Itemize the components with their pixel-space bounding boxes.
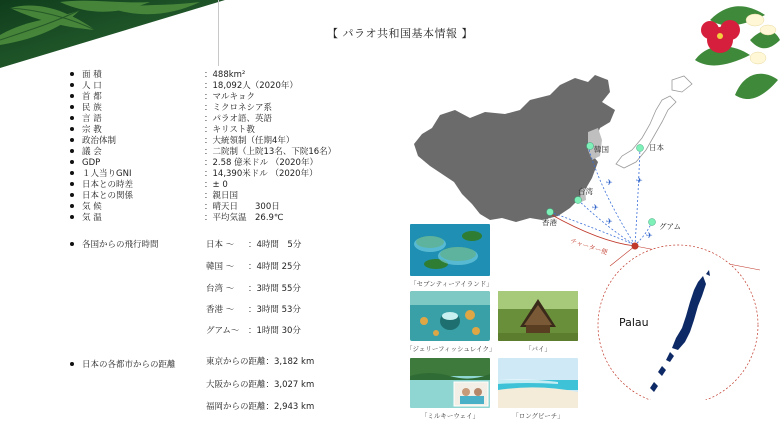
korea-dot: [587, 143, 594, 150]
leaf-decoration: [0, 0, 225, 70]
taiwan-dot: [575, 197, 582, 204]
bullet-icon: [70, 83, 74, 87]
info-row: 日本との時差 ：± 0: [70, 180, 82, 191]
airplane-icon: ✈: [606, 217, 613, 226]
label-japan: 日本: [649, 143, 664, 152]
flight-row: グアム～ ：1時間 30分: [206, 326, 301, 336]
airplane-icon: ✈: [606, 178, 613, 187]
info-row: 人 口 ：18,092人（2020年）: [70, 81, 82, 92]
bullet-icon: [70, 204, 74, 208]
distance-row: 東京からの距離：3,182 km: [206, 357, 315, 367]
page-title: 【 パラオ共和国基本情報 】: [327, 27, 473, 40]
photo-long-beach: [498, 358, 578, 408]
distance-row: 大阪からの距離：3,027 km: [206, 380, 315, 390]
japan-dot: [637, 145, 644, 152]
bullet-icon: [70, 193, 74, 197]
photo-caption: 「ミルキーウェイ」: [420, 412, 480, 420]
airplane-icon: ✈: [646, 231, 653, 240]
flight-row: 日本 ～ ：4時間 5分: [206, 240, 302, 250]
airplane-icon: ✈: [592, 203, 599, 212]
flight-heading: 各国からの飛行時間: [70, 240, 159, 251]
photo-seventy-islands: [410, 224, 490, 276]
info-row: １人当りGNI ：14,390米ドル （2020年）: [70, 169, 82, 180]
route-hongkong: [550, 212, 635, 245]
info-row: 面 積 ：488km²: [70, 70, 82, 81]
hongkong-dot: [547, 209, 554, 216]
flight-row: 韓国 ～ ：4時間 25分: [206, 262, 301, 272]
info-row: GDP ：2.58 億米ドル （2020年）: [70, 158, 82, 169]
label-charter: チャーター便: [569, 236, 609, 257]
photo-bai: [498, 291, 578, 341]
bullet-icon: [70, 215, 74, 219]
bullet-icon: [70, 72, 74, 76]
info-row: 言 語 ：パラオ語、英語: [70, 114, 82, 125]
bullet-icon: [70, 116, 74, 120]
label-hongkong: 香港: [542, 218, 557, 227]
bullet-icon: [70, 362, 74, 366]
label-guam: グアム: [659, 222, 681, 231]
info-row: 日本との関係 ：親日国: [70, 191, 82, 202]
photo-caption: 「バイ」: [525, 345, 551, 353]
divider-line: [218, 0, 219, 66]
japan-shape: [616, 96, 676, 168]
info-row: 首 都 ：マルキョク: [70, 92, 82, 103]
label-palau: Palau: [619, 316, 649, 329]
bullet-icon: [70, 160, 74, 164]
bullet-icon: [70, 182, 74, 186]
distance-heading: 日本の各都市からの距離: [70, 360, 176, 371]
info-row: 民 族 ：ミクロネシア系: [70, 103, 82, 114]
info-row: 気 候 ：晴天日 300日: [70, 202, 82, 213]
bullet-icon: [70, 105, 74, 109]
flight-row: 台湾 ～ ：3時間 55分: [206, 284, 301, 294]
photo-milky-way: [410, 358, 490, 408]
label-taiwan: 台湾: [578, 187, 593, 196]
info-row: 政治体制 ：大統領制（任期4年）: [70, 136, 82, 147]
distance-row: 福岡からの距離：2,943 km: [206, 402, 315, 412]
bullet-icon: [70, 171, 74, 175]
airplane-icon: ✈: [636, 176, 643, 185]
bullet-icon: [70, 242, 74, 246]
info-row: 気 温 ：平均気温 26.9℃: [70, 213, 82, 224]
bullet-icon: [70, 127, 74, 131]
bullet-icon: [70, 94, 74, 98]
guam-dot: [649, 219, 656, 226]
route-charter: [550, 214, 635, 246]
bullet-icon: [70, 149, 74, 153]
photo-caption: 「セブンティーアイランド」: [410, 280, 493, 288]
flight-row: 香港 ～ ：3時間 53分: [206, 305, 301, 315]
label-korea: 韓国: [594, 145, 609, 154]
photo-caption: 「ロングビーチ」: [512, 412, 564, 420]
bullet-icon: [70, 138, 74, 142]
info-row: 議 会 ：二院制（上院13名、下院16名）: [70, 147, 82, 158]
info-row: 宗 教 ：キリスト教: [70, 125, 82, 136]
photo-jellyfish-lake: [410, 291, 490, 341]
photo-caption: 「ジェリーフィッシュレイク」: [406, 345, 496, 353]
